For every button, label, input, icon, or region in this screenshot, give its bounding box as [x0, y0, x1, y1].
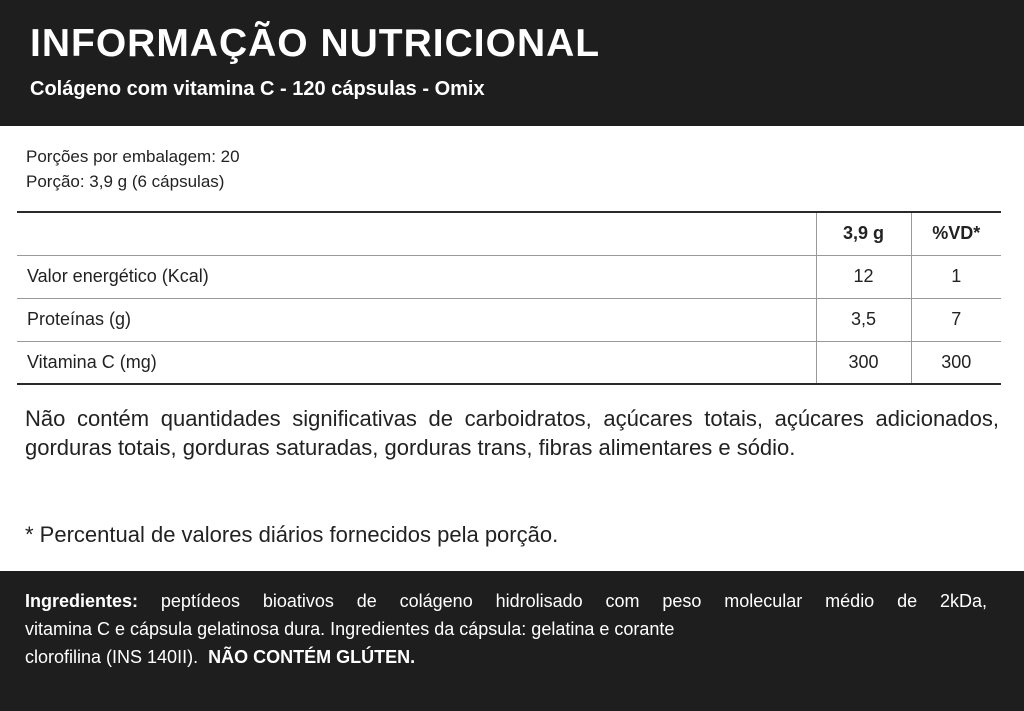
ingredients-text — [25, 587, 987, 671]
ingredients-line-1 — [25, 587, 987, 615]
nutrient-name: Valor energético (Kcal) — [17, 255, 816, 298]
ingredients-text-part-1: peptídeos bioativos de colágeno hidrolisado com peso molecular médio de 2kDa, — [160, 591, 987, 611]
table-header-row — [17, 212, 1001, 255]
ingredients-banner — [0, 571, 1024, 711]
nutrient-name: Proteínas (g) — [17, 298, 816, 341]
nutrient-quantity: 300 — [816, 341, 911, 384]
serving-size: Porção: 3,9 g (6 cápsulas) — [26, 172, 225, 191]
table-row — [17, 341, 1001, 384]
servings-per-package: Porções por embalagem: 20 — [26, 147, 240, 166]
header-name-cell — [17, 212, 816, 255]
nutrient-quantity: 3,5 — [816, 298, 911, 341]
header-daily-value-cell: %VD* — [911, 212, 1001, 255]
nutrition-table — [17, 211, 1001, 385]
daily-value-footnote: * Percentual de valores diários fornecidos pela porção. — [25, 522, 559, 547]
nutrition-note: Não contém quantidades significativas de carboidratos, açúcares totais, açúcares adicionados, gorduras totais, gorduras saturadas, gorduras trans, fibras alimentares e sódio. — [25, 406, 999, 460]
nutrient-daily-value: 1 — [911, 255, 1001, 298]
table-row — [17, 255, 1001, 298]
header-banner — [0, 0, 1024, 126]
nutrient-daily-value: 7 — [911, 298, 1001, 341]
nutrient-quantity: 12 — [816, 255, 911, 298]
ingredients-label: Ingredientes: — [25, 591, 139, 611]
header-quantity-cell: 3,9 g — [816, 212, 911, 255]
ingredients-line-2: vitamina C e cápsula gelatinosa dura. Ingredientes da cápsula: gelatina e corante — [25, 619, 675, 639]
product-subtitle: Colágeno com vitamina C - 120 cápsulas - Omix — [30, 78, 485, 100]
nutrient-name: Vitamina C (mg) — [17, 341, 816, 384]
page-title: INFORMAÇÃO NUTRICIONAL — [30, 22, 601, 65]
nutrient-daily-value: 300 — [911, 341, 1001, 384]
table-row — [17, 298, 1001, 341]
servings-info — [26, 144, 240, 194]
ingredients-text-part-3: clorofilina (INS 140II). — [25, 647, 199, 667]
ingredients-line-3 — [25, 643, 987, 671]
gluten-warning: NÃO CONTÉM GLÚTEN. — [208, 647, 416, 667]
